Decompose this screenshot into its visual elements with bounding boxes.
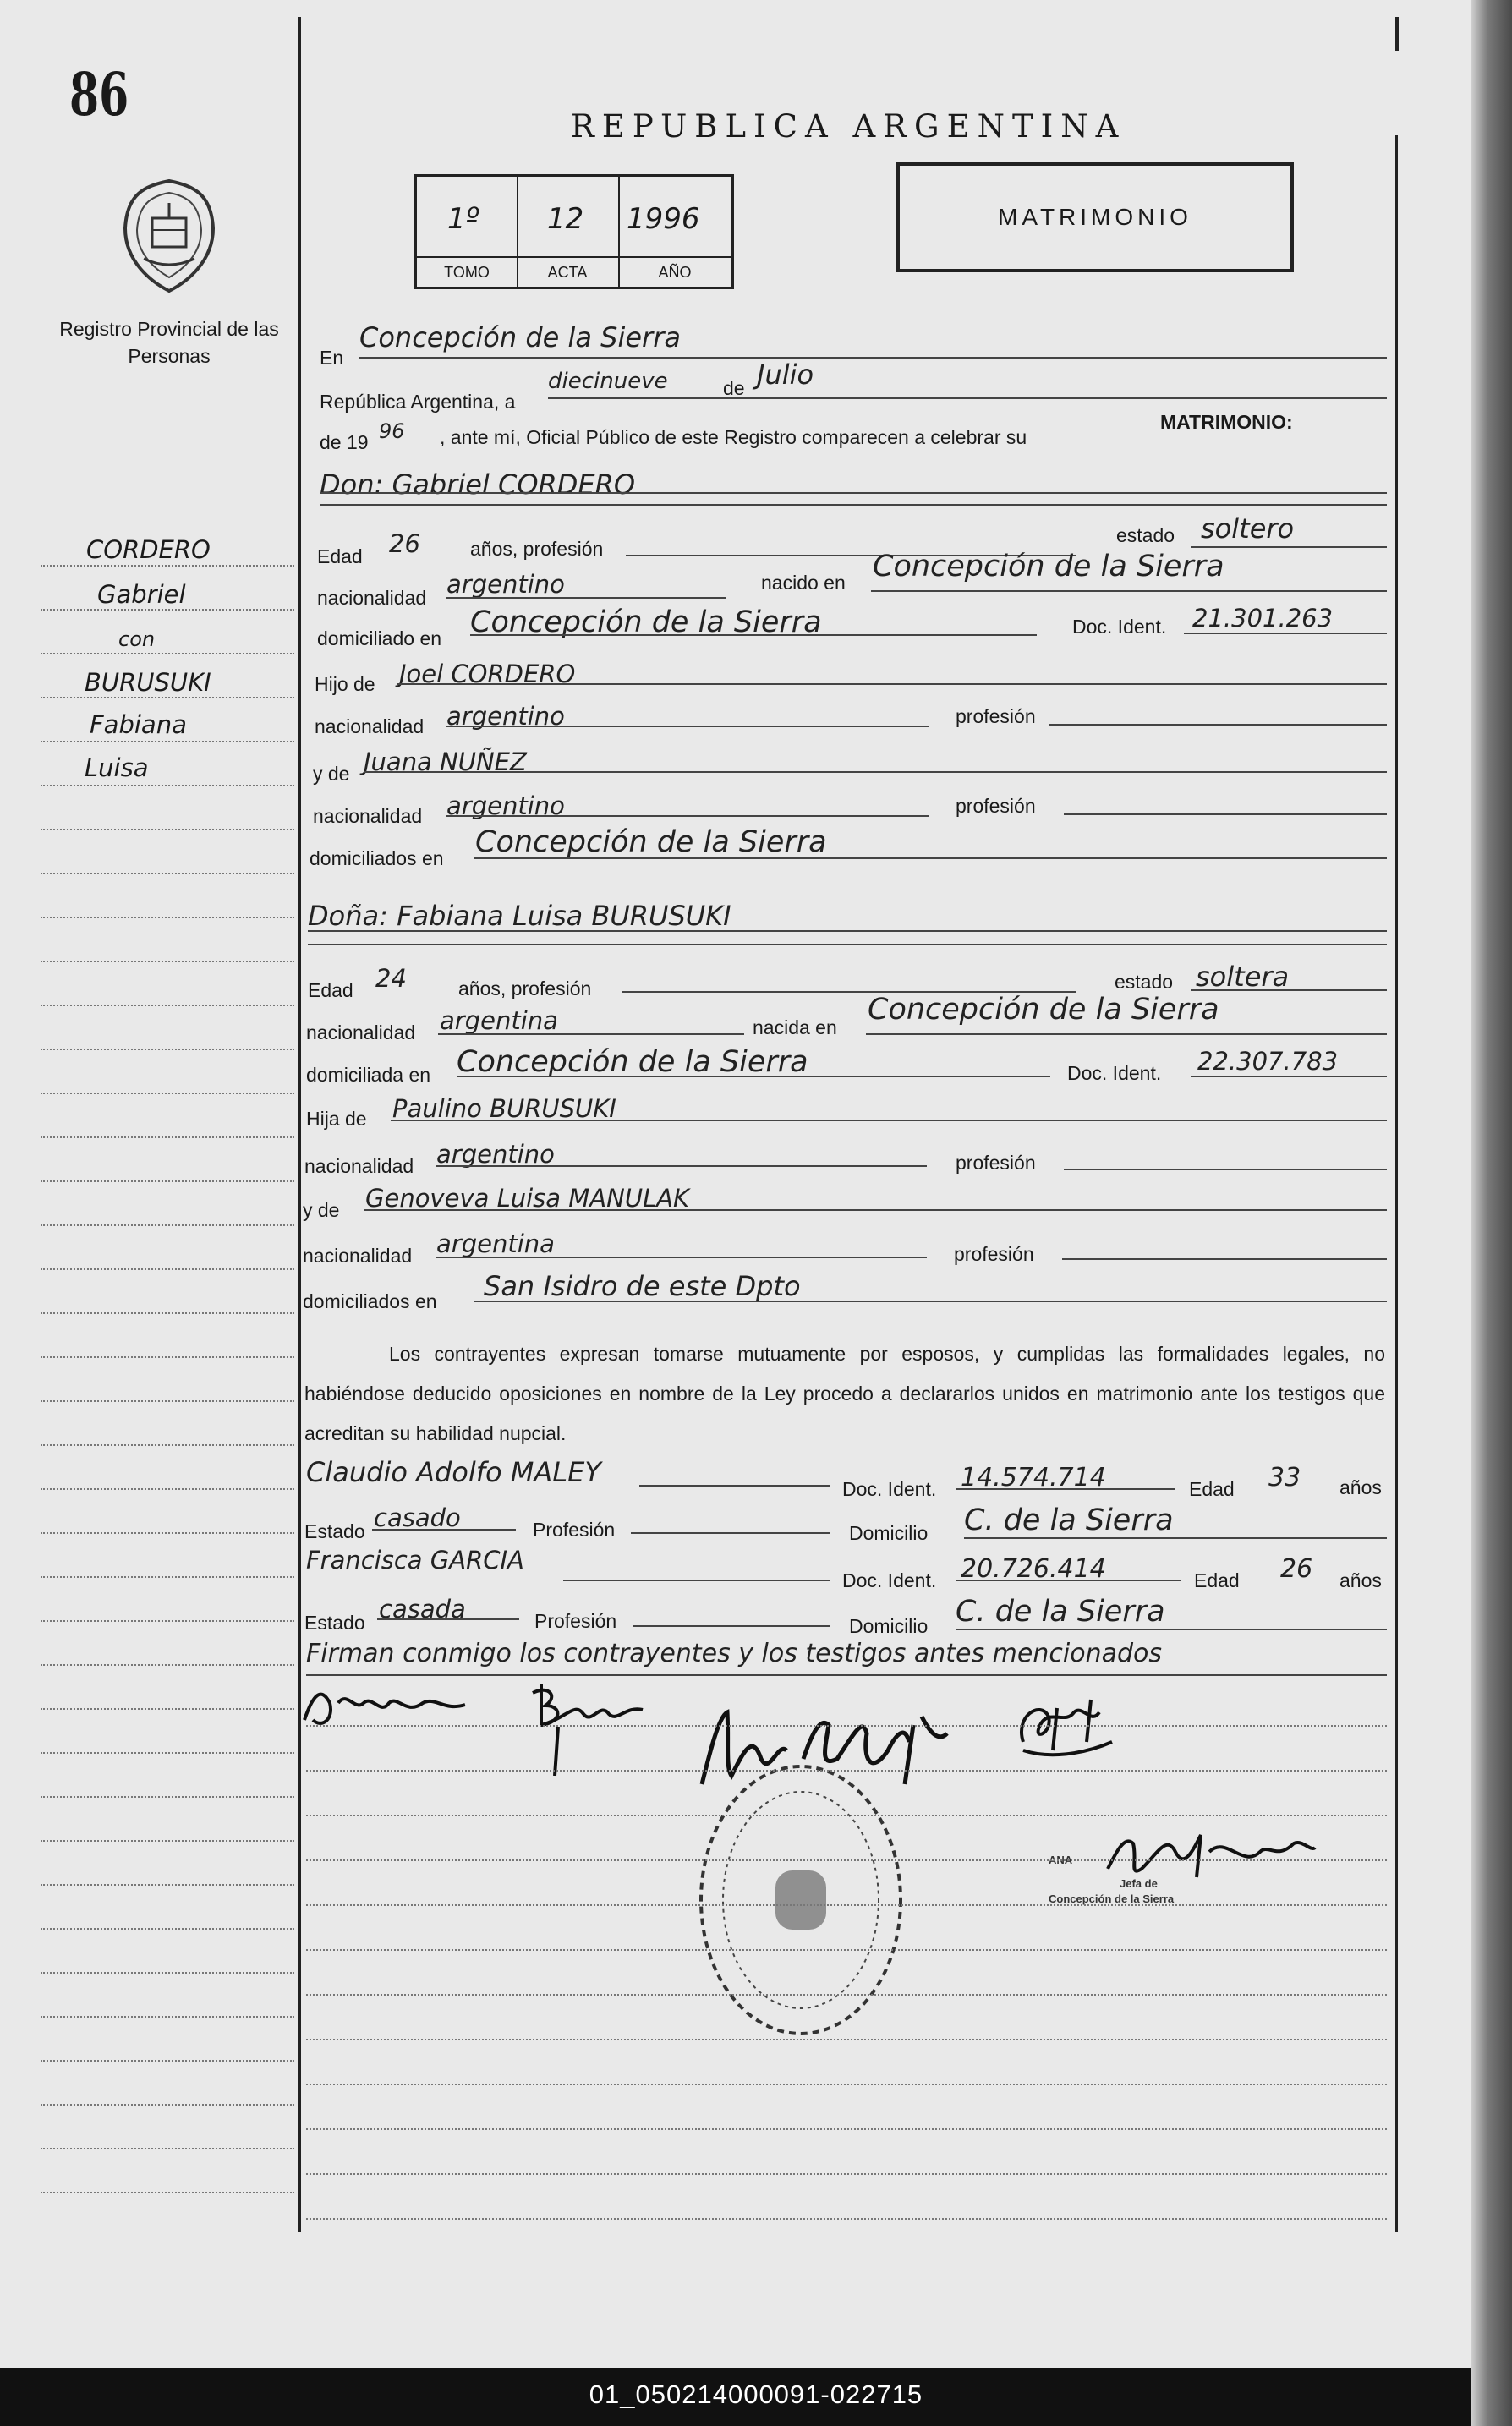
margin-rule-line xyxy=(41,1664,294,1666)
margin-rule-line xyxy=(41,1180,294,1182)
rule xyxy=(438,1033,744,1035)
footer-id: 01_050214000091-022715 xyxy=(589,2379,923,2409)
rule xyxy=(446,815,929,817)
tomo-value: 1º xyxy=(447,202,479,236)
margin-note-line: BURUSUKI xyxy=(85,668,211,697)
blank-rule-line xyxy=(306,2128,1387,2130)
margin-rule-line xyxy=(41,1620,294,1622)
rule xyxy=(1049,724,1387,726)
margin-rule-line xyxy=(41,1400,294,1402)
blank-rule-line xyxy=(306,2218,1387,2220)
year-prefix: de 19 xyxy=(320,431,369,453)
officer-stamp-line: ANA xyxy=(1049,1854,1073,1866)
rule xyxy=(308,930,1387,932)
blank-rule-line xyxy=(306,1770,1387,1772)
margin-rule-line xyxy=(41,1972,294,1974)
intro-month: Julio xyxy=(757,359,814,391)
de-label: de xyxy=(723,377,745,399)
witness-name: Francisca GARCIA xyxy=(306,1546,524,1574)
margin-note-line: Luisa xyxy=(85,753,149,782)
rule xyxy=(320,492,1387,494)
witness-estado-label: Estado xyxy=(304,1612,365,1634)
bride-nacionalidad: argentina xyxy=(440,1006,558,1035)
rule xyxy=(956,1580,1181,1581)
rule xyxy=(548,397,1387,399)
groom-nac-label: nacionalidad xyxy=(317,587,427,609)
rule xyxy=(956,1629,1387,1630)
groom-estado: soltero xyxy=(1201,512,1295,545)
rule xyxy=(964,1537,1387,1539)
rule xyxy=(1191,546,1387,548)
groom-nacionalidad: argentino xyxy=(446,570,565,599)
page-gutter xyxy=(1471,0,1512,2426)
groom-mother-nac-label: nacionalidad xyxy=(313,805,423,827)
groom-mother: Juana NUÑEZ xyxy=(364,748,527,776)
margin-rule-line xyxy=(41,917,294,918)
bride-doc-label: Doc. Ident. xyxy=(1067,1062,1162,1084)
groom-nacido-label: nacido en xyxy=(761,572,846,594)
margin-rule-line xyxy=(41,609,294,611)
rule xyxy=(474,857,1387,859)
margin-rule-line xyxy=(41,1268,294,1270)
rule xyxy=(956,1488,1175,1490)
intro-place: Concepción de la Sierra xyxy=(359,321,681,353)
bride-nac-label: nacionalidad xyxy=(306,1021,416,1043)
signature-witness-2 xyxy=(1006,1691,1125,1767)
witness-anos-label: años xyxy=(1339,1569,1382,1591)
bride-yde-label: y de xyxy=(303,1199,340,1221)
rule xyxy=(457,1076,1050,1077)
bride-prof2-label: profesión xyxy=(954,1243,1034,1265)
rule xyxy=(1064,1169,1387,1170)
rule xyxy=(377,1618,519,1620)
rule xyxy=(1184,633,1387,634)
officer-stamp-line: Jefa de xyxy=(1120,1877,1158,1890)
republic-label: República Argentina, a xyxy=(320,391,516,413)
groom-father-nac: argentino xyxy=(446,702,565,731)
footer-bar xyxy=(0,2368,1471,2426)
rule xyxy=(364,771,1387,773)
margin-rule-line xyxy=(41,1576,294,1578)
rule xyxy=(446,597,726,599)
rule xyxy=(631,1532,830,1534)
bride-mother-nac: argentina xyxy=(436,1229,555,1258)
groom-nacido: Concepción de la Sierra xyxy=(873,550,1224,583)
groom-doc-label: Doc. Ident. xyxy=(1072,616,1167,638)
groom-doc: 21.301.263 xyxy=(1192,604,1334,633)
margin-note-line: con xyxy=(118,627,156,651)
matrimonio-label: MATRIMONIO: xyxy=(1160,411,1293,433)
tomo-acta-ano-box xyxy=(414,174,734,289)
rule xyxy=(1191,989,1387,991)
witness-estado: casada xyxy=(379,1595,466,1624)
margin-rule-line xyxy=(41,1005,294,1006)
witness-dom-label: Domicilio xyxy=(849,1522,929,1544)
blank-rule-line xyxy=(306,1904,1387,1906)
margin-rule-line xyxy=(41,1093,294,1094)
rule xyxy=(391,1120,1387,1121)
bride-name: Doña: Fabiana Luisa BURUSUKI xyxy=(308,900,731,932)
signature-officer xyxy=(1099,1818,1319,1886)
registry-stamp-icon xyxy=(695,1761,907,2040)
rule xyxy=(308,944,1387,945)
margin-rule-line xyxy=(41,1312,294,1314)
rule xyxy=(372,1529,516,1531)
margin-rule xyxy=(298,17,301,2232)
blank-rule-line xyxy=(306,2084,1387,2085)
witness-anos-label: años xyxy=(1339,1476,1382,1498)
signature-groom xyxy=(296,1678,482,1737)
groom-doms-label: domiciliados en xyxy=(310,847,444,869)
margin-rule-line xyxy=(41,697,294,698)
acta-label: ACTA xyxy=(517,256,618,287)
rule xyxy=(306,1674,1387,1676)
margin-rule-line xyxy=(41,961,294,962)
groom-hijo-label: Hijo de xyxy=(315,673,375,695)
intro-year: 96 xyxy=(379,419,405,443)
margin-rule-line xyxy=(41,1840,294,1842)
rule xyxy=(436,1257,927,1258)
margin-rule-line xyxy=(41,1884,294,1886)
rule xyxy=(470,634,1037,636)
bride-mother: Genoveva Luisa MANULAK xyxy=(365,1184,690,1213)
blank-rule-line xyxy=(306,1949,1387,1951)
signature-bride xyxy=(524,1676,660,1777)
acta-value: 12 xyxy=(547,202,584,236)
groom-domicilio: Concepción de la Sierra xyxy=(470,605,822,639)
intro-day: diecinueve xyxy=(548,369,668,394)
province-seal-icon xyxy=(118,178,220,296)
page-number: 86 xyxy=(69,59,129,129)
margin-rule-line xyxy=(41,2148,294,2149)
witness-edad: 33 xyxy=(1268,1463,1301,1492)
blank-rule-line xyxy=(306,1994,1387,1996)
groom-name: Don: Gabriel CORDERO xyxy=(320,468,636,501)
witness-estado: casado xyxy=(374,1503,461,1532)
bride-anos-label: años, profesión xyxy=(458,978,592,999)
country-title: REPUBLICA ARGENTINA xyxy=(571,108,1126,145)
bride-mother-nac-label: nacionalidad xyxy=(303,1245,413,1267)
margin-rule-line xyxy=(41,1708,294,1710)
groom-prof2-label: profesión xyxy=(956,795,1036,817)
bride-estado: soltera xyxy=(1196,961,1290,993)
groom-edad-label: Edad xyxy=(317,545,363,567)
margin-note-line: Fabiana xyxy=(90,710,187,739)
rule xyxy=(364,1209,1387,1211)
bride-edad-label: Edad xyxy=(308,979,353,1001)
witness-estado-label: Estado xyxy=(304,1520,365,1542)
officer-stamp-line: Concepción de la Sierra xyxy=(1049,1892,1175,1905)
groom-parents-dom: Concepción de la Sierra xyxy=(475,825,827,859)
witness-domicilio: C. de la Sierra xyxy=(956,1595,1165,1629)
groom-dom-label: domiciliado en xyxy=(317,627,442,649)
margin-rule-line xyxy=(41,1488,294,1490)
margin-rule-line xyxy=(41,2104,294,2106)
margin-rule-line xyxy=(41,2060,294,2062)
margin-rule-line xyxy=(41,1444,294,1446)
rule xyxy=(1191,1076,1387,1077)
witness-domicilio: C. de la Sierra xyxy=(964,1503,1174,1537)
rule xyxy=(1064,813,1387,815)
rule xyxy=(474,1301,1387,1302)
witness-edad-label: Edad xyxy=(1189,1478,1235,1500)
margin-rule-line xyxy=(41,2016,294,2018)
witness-dom-label: Domicilio xyxy=(849,1615,929,1637)
rule xyxy=(563,1580,830,1581)
bride-father-nac: argentino xyxy=(436,1140,555,1169)
bride-father-nac-label: nacionalidad xyxy=(304,1155,414,1177)
bride-nacida-label: nacida en xyxy=(753,1016,837,1038)
rule xyxy=(866,1033,1387,1035)
record-type-box: MATRIMONIO xyxy=(896,162,1294,272)
margin-rule-line xyxy=(41,1049,294,1050)
margin-rule-line xyxy=(41,741,294,742)
right-rule xyxy=(1395,135,1398,2232)
margin-rule-line xyxy=(41,565,294,567)
groom-father-nac-label: nacionalidad xyxy=(315,715,425,737)
blank-rule-line xyxy=(306,1859,1387,1861)
witness-doc-label: Doc. Ident. xyxy=(842,1569,937,1591)
witness-prof-label: Profesión xyxy=(534,1610,617,1632)
groom-edad: 26 xyxy=(389,529,420,558)
rule xyxy=(633,1625,830,1627)
margin-rule-line xyxy=(41,873,294,874)
witness-doc: 14.574.714 xyxy=(961,1463,1106,1492)
ano-value: 1996 xyxy=(627,202,700,236)
bride-doms-label: domiciliados en xyxy=(303,1290,437,1312)
margin-rule-line xyxy=(41,653,294,654)
groom-yde-label: y de xyxy=(313,763,350,785)
tomo-label: TOMO xyxy=(417,256,517,287)
rule xyxy=(871,590,1387,592)
groom-anos-label: años, profesión xyxy=(470,538,604,560)
margin-rule-line xyxy=(41,2192,294,2193)
rule xyxy=(397,683,1387,685)
blank-rule-line xyxy=(306,2039,1387,2040)
rule xyxy=(436,1165,927,1167)
rule xyxy=(446,726,929,727)
margin-note-line: CORDERO xyxy=(86,535,211,564)
bride-nacida: Concepción de la Sierra xyxy=(868,993,1219,1027)
intro-text: , ante mí, Oficial Público de este Registro comparecen a celebrar su xyxy=(440,426,1027,448)
en-label: En xyxy=(320,347,344,369)
declaration-text: Los contrayentes expresan tomarse mutuamente por esposos, y cumplidas las formalidades legales, no habiéndose deducido oposiciones en nombre de la Ley procedo a declararlos unidos en matrimonio ante los testigos que acreditan su habilidad nupcial. xyxy=(304,1343,1385,1444)
rule xyxy=(359,357,1387,359)
witness-prof-label: Profesión xyxy=(533,1519,616,1541)
groom-prof-label: profesión xyxy=(956,705,1036,727)
bride-doc: 22.307.783 xyxy=(1197,1047,1339,1076)
rule xyxy=(1062,1258,1387,1260)
top-tick xyxy=(1395,17,1399,51)
bride-hija-label: Hija de xyxy=(306,1108,367,1130)
closing-text: Firman conmigo los contrayentes y los testigos antes mencionados xyxy=(306,1639,1162,1668)
blank-rule-line xyxy=(306,1815,1387,1816)
bride-estado-label: estado xyxy=(1115,971,1174,993)
margin-rule-line xyxy=(41,1224,294,1226)
registry-label: Registro Provincial de las Personas xyxy=(59,318,279,367)
ano-label: AÑO xyxy=(618,256,731,287)
rule xyxy=(320,504,1387,506)
bride-father: Paulino BURUSUKI xyxy=(392,1094,616,1123)
bride-dom-label: domiciliada en xyxy=(306,1064,431,1086)
margin-rule-line xyxy=(41,829,294,830)
bride-parents-dom: San Isidro de este Dpto xyxy=(484,1270,801,1302)
margin-rule-line xyxy=(41,1136,294,1138)
margin-note-line: Gabriel xyxy=(97,580,186,609)
margin-rule-line xyxy=(41,1752,294,1754)
witness-edad-label: Edad xyxy=(1194,1569,1240,1591)
groom-mother-nac: argentino xyxy=(446,791,565,820)
groom-father: Joel CORDERO xyxy=(399,660,576,688)
rule xyxy=(639,1485,830,1487)
blank-rule-line xyxy=(306,1725,1387,1727)
groom-estado-label: estado xyxy=(1116,524,1175,546)
witness-edad: 26 xyxy=(1280,1554,1313,1584)
bride-domicilio: Concepción de la Sierra xyxy=(457,1045,808,1079)
bride-edad: 24 xyxy=(375,964,407,993)
bride-prof-label: profesión xyxy=(956,1152,1036,1174)
margin-rule-line xyxy=(41,785,294,786)
witness-doc-label: Doc. Ident. xyxy=(842,1478,937,1500)
margin-rule-line xyxy=(41,1532,294,1534)
witness-doc: 20.726.414 xyxy=(961,1554,1106,1584)
margin-rule-line xyxy=(41,1928,294,1930)
blank-rule-line xyxy=(306,2173,1387,2175)
margin-rule-line xyxy=(41,1356,294,1358)
margin-rule-line xyxy=(41,1796,294,1798)
witness-name: Claudio Adolfo MALEY xyxy=(306,1456,601,1488)
